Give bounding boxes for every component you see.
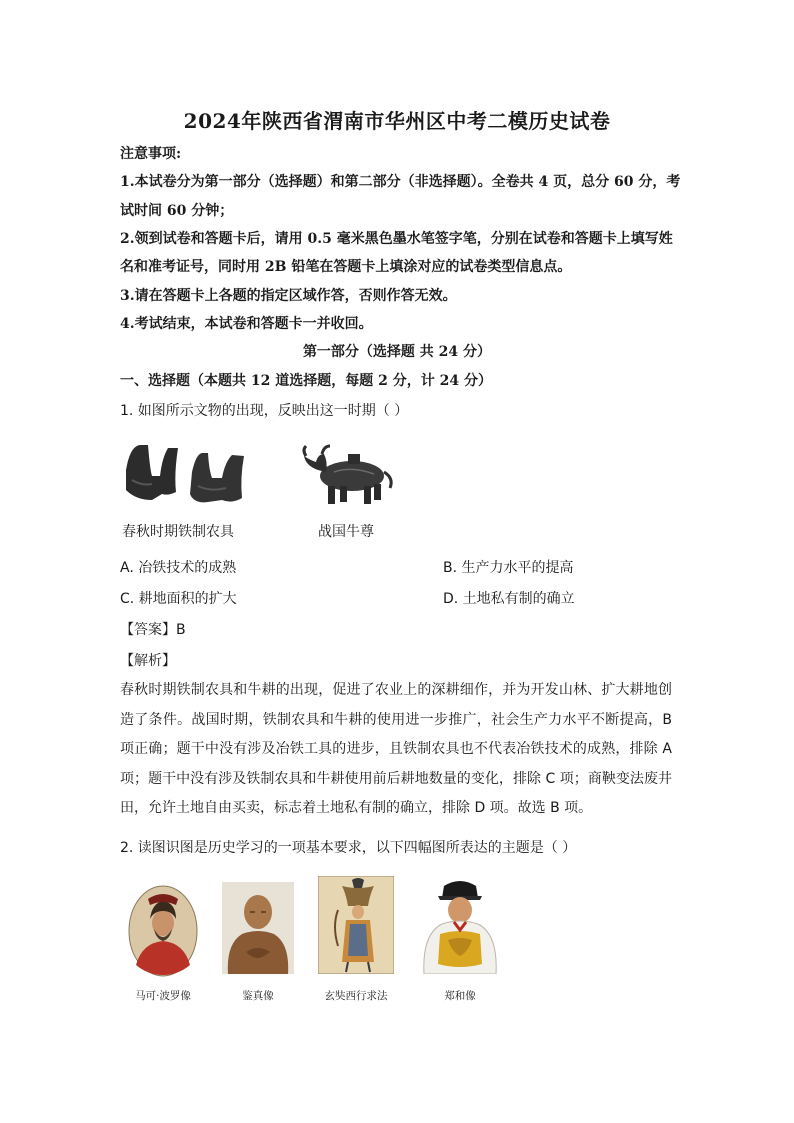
- notice-item-4: 4.考试结束，本试卷和答题卡一并收回。: [120, 316, 373, 332]
- question-1-answer: 【答案】B: [120, 622, 186, 638]
- jianzhen-portrait: [222, 882, 294, 974]
- zheng-he-portrait: [418, 878, 502, 974]
- caption-xuanzang: 玄奘西行求法: [324, 990, 388, 1002]
- section-1-heading: 一、选择题（本题共 12 道选择题，每题 2 分，计 24 分）: [120, 373, 492, 389]
- question-1-option-b: B. 生产力水平的提高: [443, 560, 574, 576]
- page-title: 2024年陕西省渭南市华州区中考二模历史试卷: [183, 109, 611, 133]
- ox-zun-image: [300, 442, 396, 508]
- notice-heading: 注意事项:: [120, 146, 182, 162]
- question-1-analysis: 春秋时期铁制农具和牛耕的出现，促进了农业上的深耕细作，并为开发山林、扩大耕地创造了条件。战国时期，铁制农具和牛耕的使用进一步推广，社会生产力水平不断提高，B 项正确；题干中没有涉及冶铁工具的进步，且铁制农具也不代表冶铁技术的成熟，排除 A 项；题干中没有涉及铁制农具和牛耕使用前后耕地数量的变化，排除 C 项；商鞅变法废井田，允许土地自由买卖，标志着土地私有制的确立，排除 D 项。故选 B 项。: [120, 682, 672, 816]
- part-1-heading: 第一部分（选择题 共 24 分）: [302, 344, 492, 360]
- question-1-stem: 1. 如图所示文物的出现，反映出这一时期（ ）: [120, 403, 409, 419]
- iron-tools-image: [122, 440, 252, 512]
- caption-marco-polo: 马可·波罗像: [135, 990, 191, 1002]
- notice-item-1-line-2: 试时间 60 分钟；: [120, 203, 234, 219]
- question-2-stem: 2. 读图识图是历史学习的一项基本要求，以下四幅图所表达的主题是（ ）: [120, 840, 577, 856]
- notice-item-3: 3.请在答题卡上各题的指定区域作答，否则作答无效。: [120, 288, 457, 304]
- notice-item-2-line-2: 名和准考证号，同时用 2B 铅笔在答题卡上填涂对应的试卷类型信息点。: [120, 259, 572, 275]
- xuanzang-image: [318, 876, 394, 974]
- caption-jianzhen: 鉴真像: [242, 990, 274, 1002]
- caption-iron-tools: 春秋时期铁制农具: [122, 524, 234, 540]
- question-1-option-d: D. 土地私有制的确立: [443, 591, 575, 607]
- caption-ox-zun: 战国牛尊: [318, 524, 374, 540]
- notice-item-1-line-1: 1.本试卷分为第一部分（选择题）和第二部分（非选择题）。全卷共 4 页，总分 60 分，考: [120, 174, 681, 190]
- question-1-analysis-heading: 【解析】: [120, 653, 176, 669]
- question-1-option-c: C. 耕地面积的扩大: [120, 591, 237, 607]
- caption-zheng-he: 郑和像: [444, 990, 476, 1002]
- question-1-option-a: A. 冶铁技术的成熟: [120, 560, 237, 576]
- marco-polo-portrait: [128, 885, 198, 977]
- notice-item-2-line-1: 2.领到试卷和答题卡后，请用 0.5 毫米黑色墨水笔签字笔，分别在试卷和答题卡上填写姓: [120, 231, 673, 247]
